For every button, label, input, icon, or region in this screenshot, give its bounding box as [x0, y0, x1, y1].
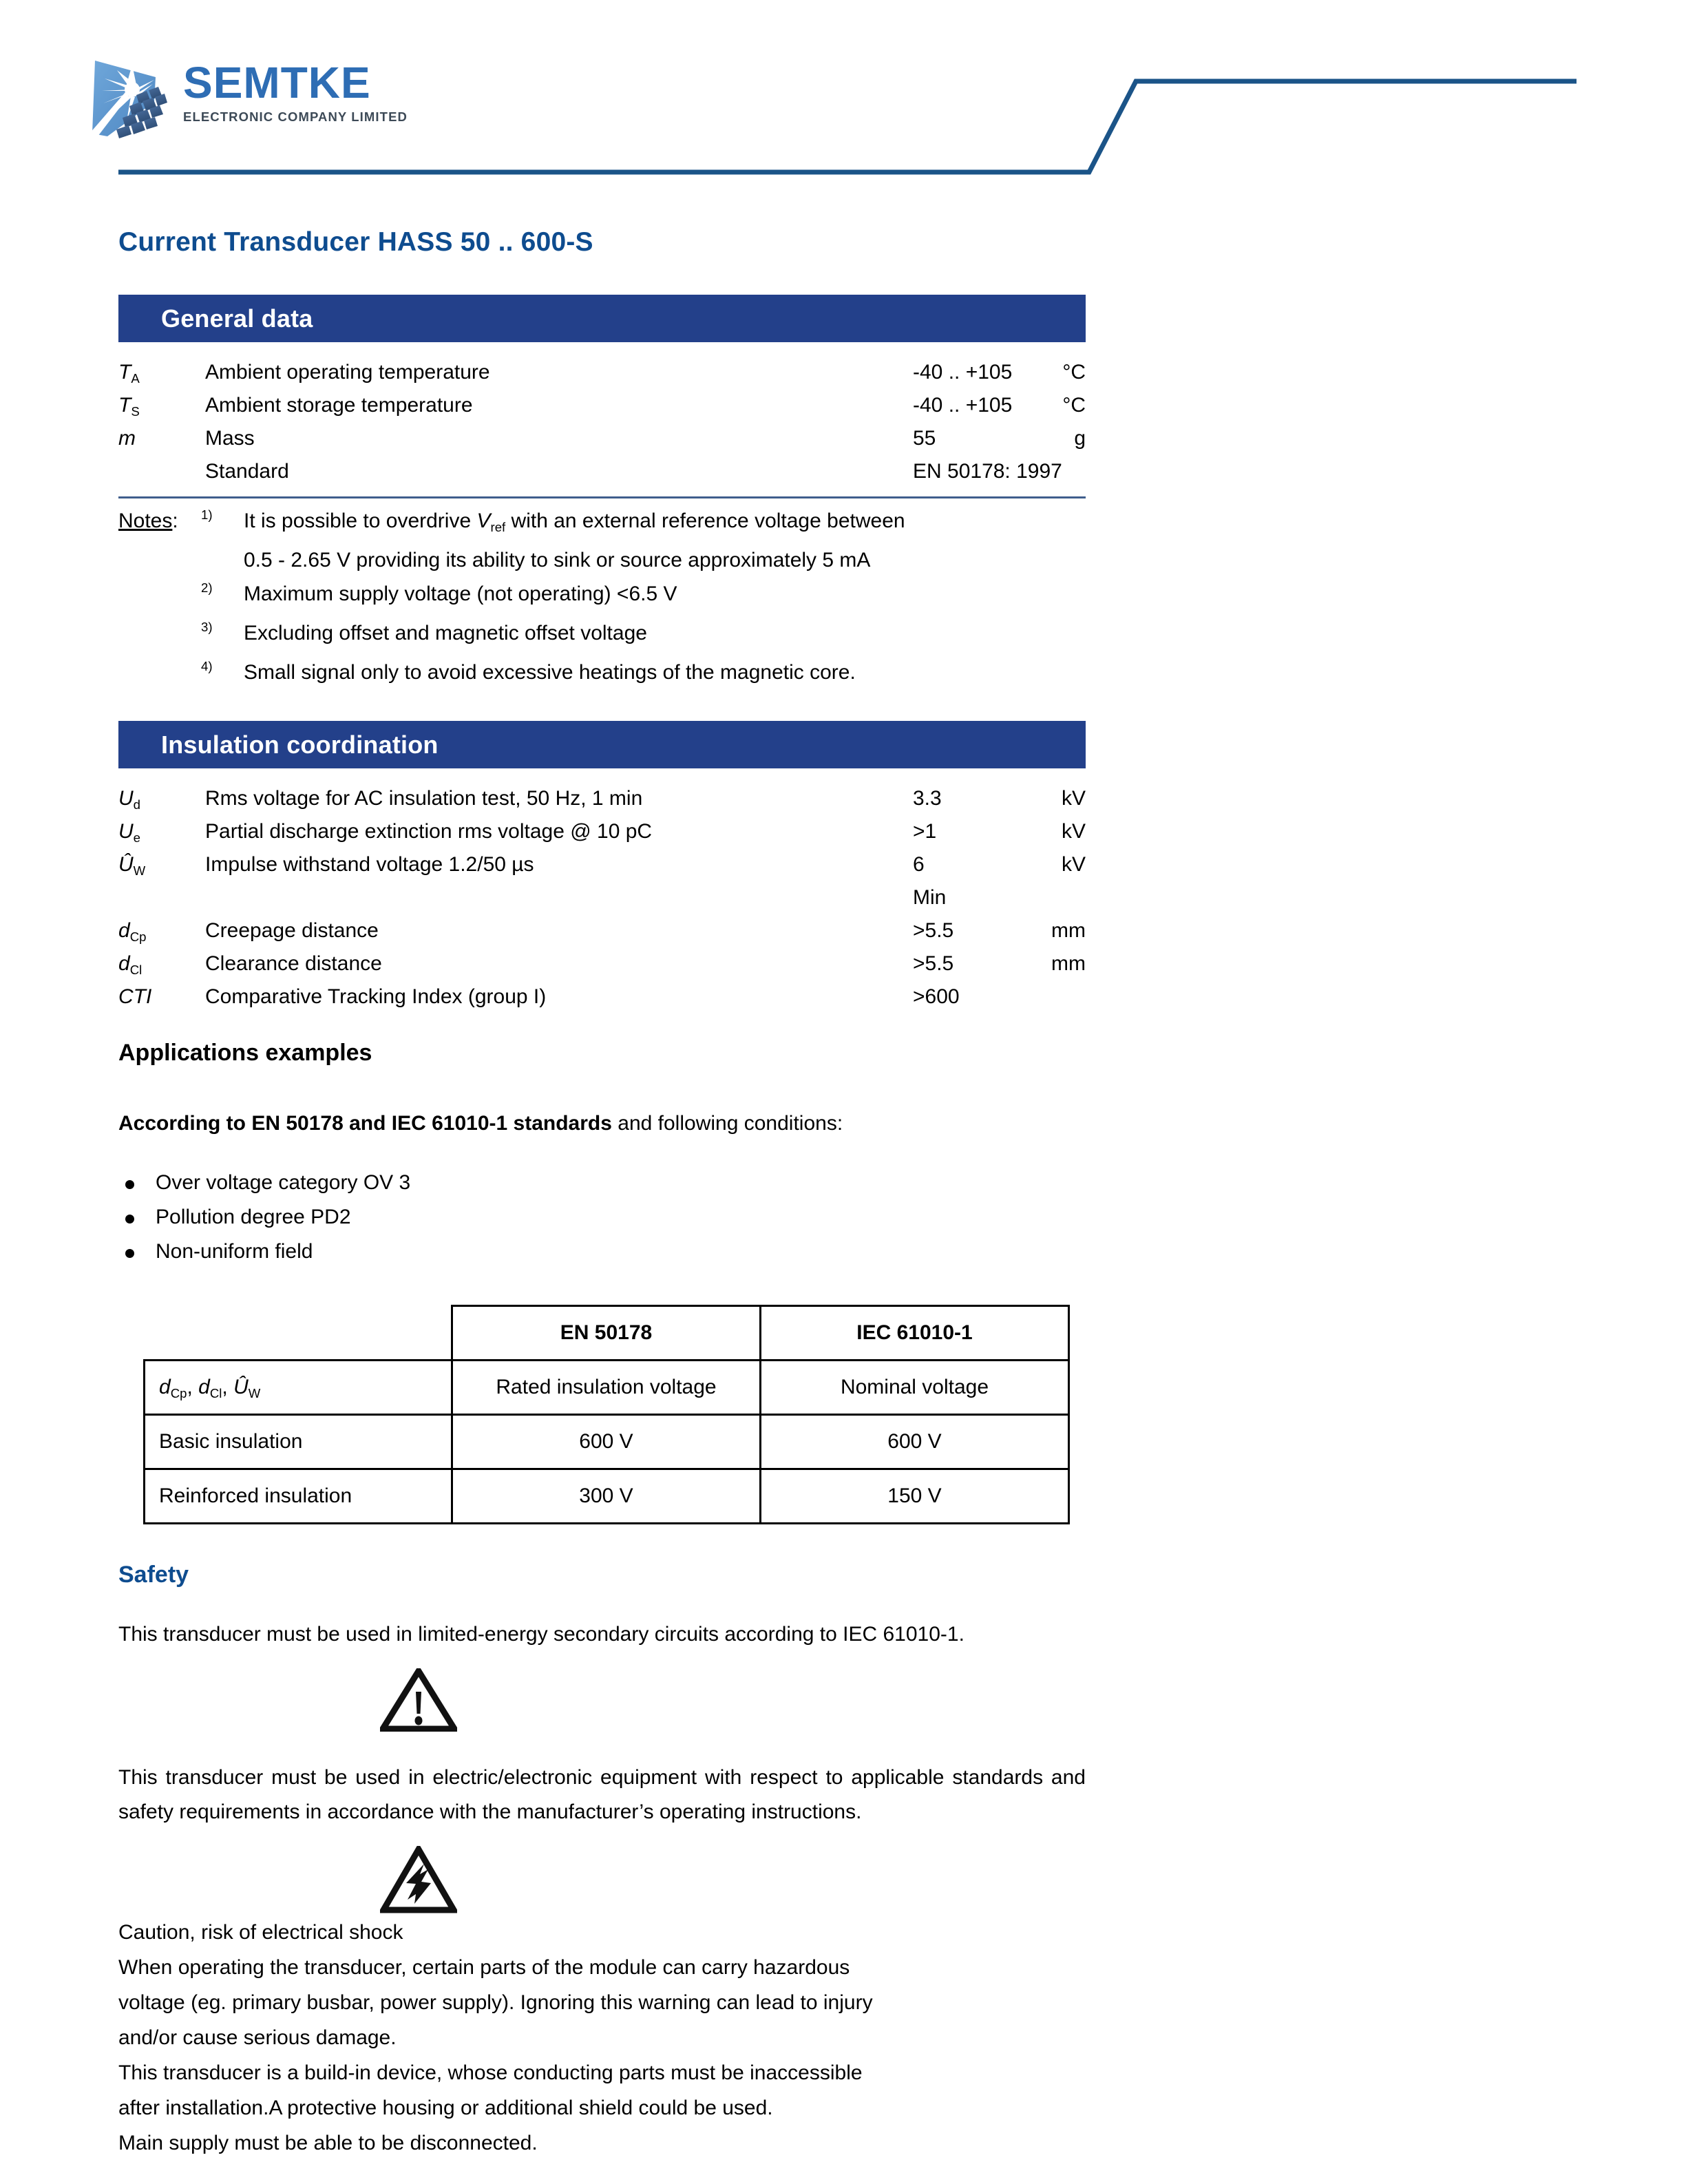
row-symbol: m [118, 427, 136, 450]
note-item [118, 655, 1086, 695]
table-row [145, 1469, 1069, 1524]
row-description: Clearance distance [205, 952, 382, 975]
row-value: >5.5 [913, 952, 954, 975]
applications-lead [118, 1112, 1086, 1135]
solar-panel-starburst-icon [77, 56, 168, 140]
applications-table-wrap [143, 1305, 1086, 1524]
table-row [118, 947, 1086, 980]
row-value: 6 [913, 853, 925, 876]
note-text: Excluding offset and magnetic offset voltage [244, 622, 647, 644]
row-description: Rms voltage for AC insulation test, 50 Hz, 1 min [205, 787, 643, 810]
note-text: Small signal only to avoid excessive heatings of the magnetic core. [244, 661, 856, 684]
row-symbol [118, 881, 205, 914]
row-value: 55 [913, 427, 936, 450]
column-header-en50178: EN 50178 [452, 1306, 761, 1361]
row-symbol: $T_S$ [118, 394, 140, 419]
safety-tail-text [118, 1915, 1086, 2161]
notes-divider [118, 496, 1086, 498]
row-description: Partial discharge extinction rms voltage @ 10 pC [205, 820, 653, 843]
list-item [118, 1200, 1086, 1235]
section-header-general-data [118, 295, 1086, 342]
bullet-icon [125, 1215, 134, 1224]
tail-line: Caution, risk of electrical shock [118, 1921, 403, 1944]
row-label-reinforced-insulation: Reinforced insulation [145, 1469, 452, 1524]
row-unit: kV [1061, 820, 1086, 843]
row-unit: kV [1061, 853, 1086, 876]
column-header-iec61010: IEC 61010-1 [761, 1306, 1069, 1361]
table-row [118, 815, 1086, 848]
page-header [0, 0, 1708, 186]
row-value: >1 [913, 820, 937, 843]
row-value: >5.5 [913, 919, 954, 942]
row-unit [1023, 881, 1086, 914]
page-title: Current Transducer HASS 50 .. 600-S [118, 227, 593, 257]
section-header-insulation [118, 721, 1086, 768]
row-symbol: $U_d$ [118, 787, 141, 812]
table-row [118, 389, 1086, 422]
row-description: Mass [205, 427, 255, 450]
row-label-basic-insulation: Basic insulation [145, 1415, 452, 1469]
list-item-label: Non-uniform field [156, 1240, 313, 1263]
list-item-label: Over voltage category OV 3 [156, 1171, 411, 1194]
brand-tagline: ELECTRONIC COMPANY LIMITED [183, 109, 408, 124]
row-symbol: CTI [118, 985, 152, 1008]
section-title-applications: Applications examples [118, 1040, 372, 1066]
row-unit: mm [1051, 919, 1086, 942]
row-value: 3.3 [913, 787, 942, 810]
section-title-safety: Safety [118, 1562, 189, 1588]
note-item [118, 577, 1086, 616]
bullet-icon [125, 1249, 134, 1258]
table-row [145, 1415, 1069, 1469]
section-title-insulation: Insulation coordination [161, 730, 439, 759]
note-item [118, 616, 1086, 655]
cell-iec-reinforced: 150 V [761, 1469, 1069, 1524]
row-unit: mm [1051, 952, 1086, 975]
row-symbol: $d_{Cp}$ [118, 919, 147, 945]
note-number: 2) [201, 580, 213, 596]
notes-label-spacer [118, 616, 201, 655]
general-data-table [118, 356, 1086, 488]
safety-paragraph-2: This transducer must be used in electric/electronic equipment with respect to applicable standards and safety requirements in accordance with the manufacturer’s operating instructions. [118, 1766, 1086, 1823]
row-value: -40 .. +105 [913, 394, 1013, 417]
notes-label-spacer [118, 577, 201, 616]
table-row-header [145, 1306, 1069, 1361]
tail-line: Main supply must be able to be disconnected. [118, 2132, 538, 2154]
conditions-list [118, 1166, 1086, 1269]
section-title-general-data: General data [161, 304, 313, 333]
row-unit: g [1074, 427, 1086, 450]
table-corner-cell [145, 1306, 452, 1361]
row-unit: °C [1062, 361, 1086, 384]
note-text-continued: 0.5 - 2.65 V providing its ability to sink or source approximately 5 mA [244, 549, 871, 571]
shock-icon-row [118, 1846, 1086, 1913]
row-description: Impulse withstand voltage 1.2/50 µs [205, 853, 534, 876]
cell-iec-basic: 600 V [761, 1415, 1069, 1469]
row-description: Standard [205, 460, 289, 483]
table-row [118, 422, 1086, 455]
row-unit [1023, 980, 1086, 1014]
tail-line: after installation.A protective housing or additional shield could be used. [118, 2097, 773, 2119]
applications-lead-rest: and following conditions: [611, 1112, 843, 1135]
row-description [205, 881, 913, 914]
electrical-hazard-lightning-icon [380, 1846, 457, 1913]
note-number: 1) [201, 507, 213, 523]
notes-block [118, 504, 1086, 695]
warning-triangle-exclamation-icon [380, 1668, 457, 1732]
applications-lead-bold: According to EN 50178 and IEC 61010-1 standards [118, 1112, 612, 1135]
list-item-label: Pollution degree PD2 [156, 1206, 351, 1228]
table-row [118, 980, 1086, 1014]
row-label-distances: $d_{Cp}$, $d_{Cl}$, $Û_W$ [145, 1361, 452, 1415]
note-number: 4) [201, 659, 213, 674]
row-description: Ambient storage temperature [205, 394, 473, 417]
row-symbol: $Û_W$ [118, 853, 146, 879]
table-row [118, 356, 1086, 389]
table-row [118, 881, 1086, 914]
warning-icon-row [118, 1668, 1086, 1732]
brand-logo [77, 56, 408, 140]
cell-iec-voltage-kind: Nominal voltage [761, 1361, 1069, 1415]
note-text: It is possible to overdrive $V_{ref}$ with an external reference voltage between [244, 510, 905, 535]
row-value: >600 [913, 985, 960, 1008]
applications-table [143, 1305, 1070, 1524]
row-symbol: $T_A$ [118, 361, 140, 386]
row-value: -40 .. +105 [913, 361, 1013, 384]
tail-line: This transducer is a build-in device, whose conducting parts must be inaccessible [118, 2061, 863, 2084]
row-value-min: Min [913, 886, 947, 909]
notes-label: Notes: [118, 510, 178, 532]
list-item [118, 1235, 1086, 1269]
note-item [118, 504, 1086, 543]
page-content [118, 227, 1086, 2161]
table-row [145, 1361, 1069, 1415]
row-unit [1062, 455, 1086, 488]
note-text: Maximum supply voltage (not operating) <6.5 V [244, 582, 677, 605]
insulation-table [118, 782, 1086, 1014]
tail-line: When operating the transducer, certain parts of the module can carry hazardous [118, 1956, 850, 1979]
row-symbol: $U_e$ [118, 820, 141, 846]
bullet-icon [125, 1180, 134, 1189]
cell-en-basic: 600 V [452, 1415, 761, 1469]
notes-label-spacer [118, 655, 201, 695]
table-row [118, 455, 1086, 488]
row-value: EN 50178: 1997 [913, 460, 1062, 483]
note-number: 3) [201, 620, 213, 635]
row-unit: kV [1061, 787, 1086, 810]
brand-wordmark: SEMTKE [183, 58, 371, 107]
cell-en-reinforced: 300 V [452, 1469, 761, 1524]
table-row [118, 782, 1086, 815]
row-description: Comparative Tracking Index (group I) [205, 985, 547, 1008]
row-unit: °C [1062, 394, 1086, 417]
row-symbol: $d_{Cl}$ [118, 952, 143, 978]
cell-en-voltage-kind: Rated insulation voltage [452, 1361, 761, 1415]
safety-paragraph-1: This transducer must be used in limited-energy secondary circuits according to IEC 61010-1. [118, 1623, 964, 1646]
row-symbol [118, 455, 205, 488]
row-description: Creepage distance [205, 919, 379, 942]
table-row [118, 914, 1086, 947]
tail-line: and/or cause serious damage. [118, 2026, 397, 2049]
row-description: Ambient operating temperature [205, 361, 490, 384]
tail-line: voltage (eg. primary busbar, power supply). Ignoring this warning can lead to injury [118, 1991, 873, 2014]
list-item [118, 1166, 1086, 1200]
table-row [118, 848, 1086, 881]
